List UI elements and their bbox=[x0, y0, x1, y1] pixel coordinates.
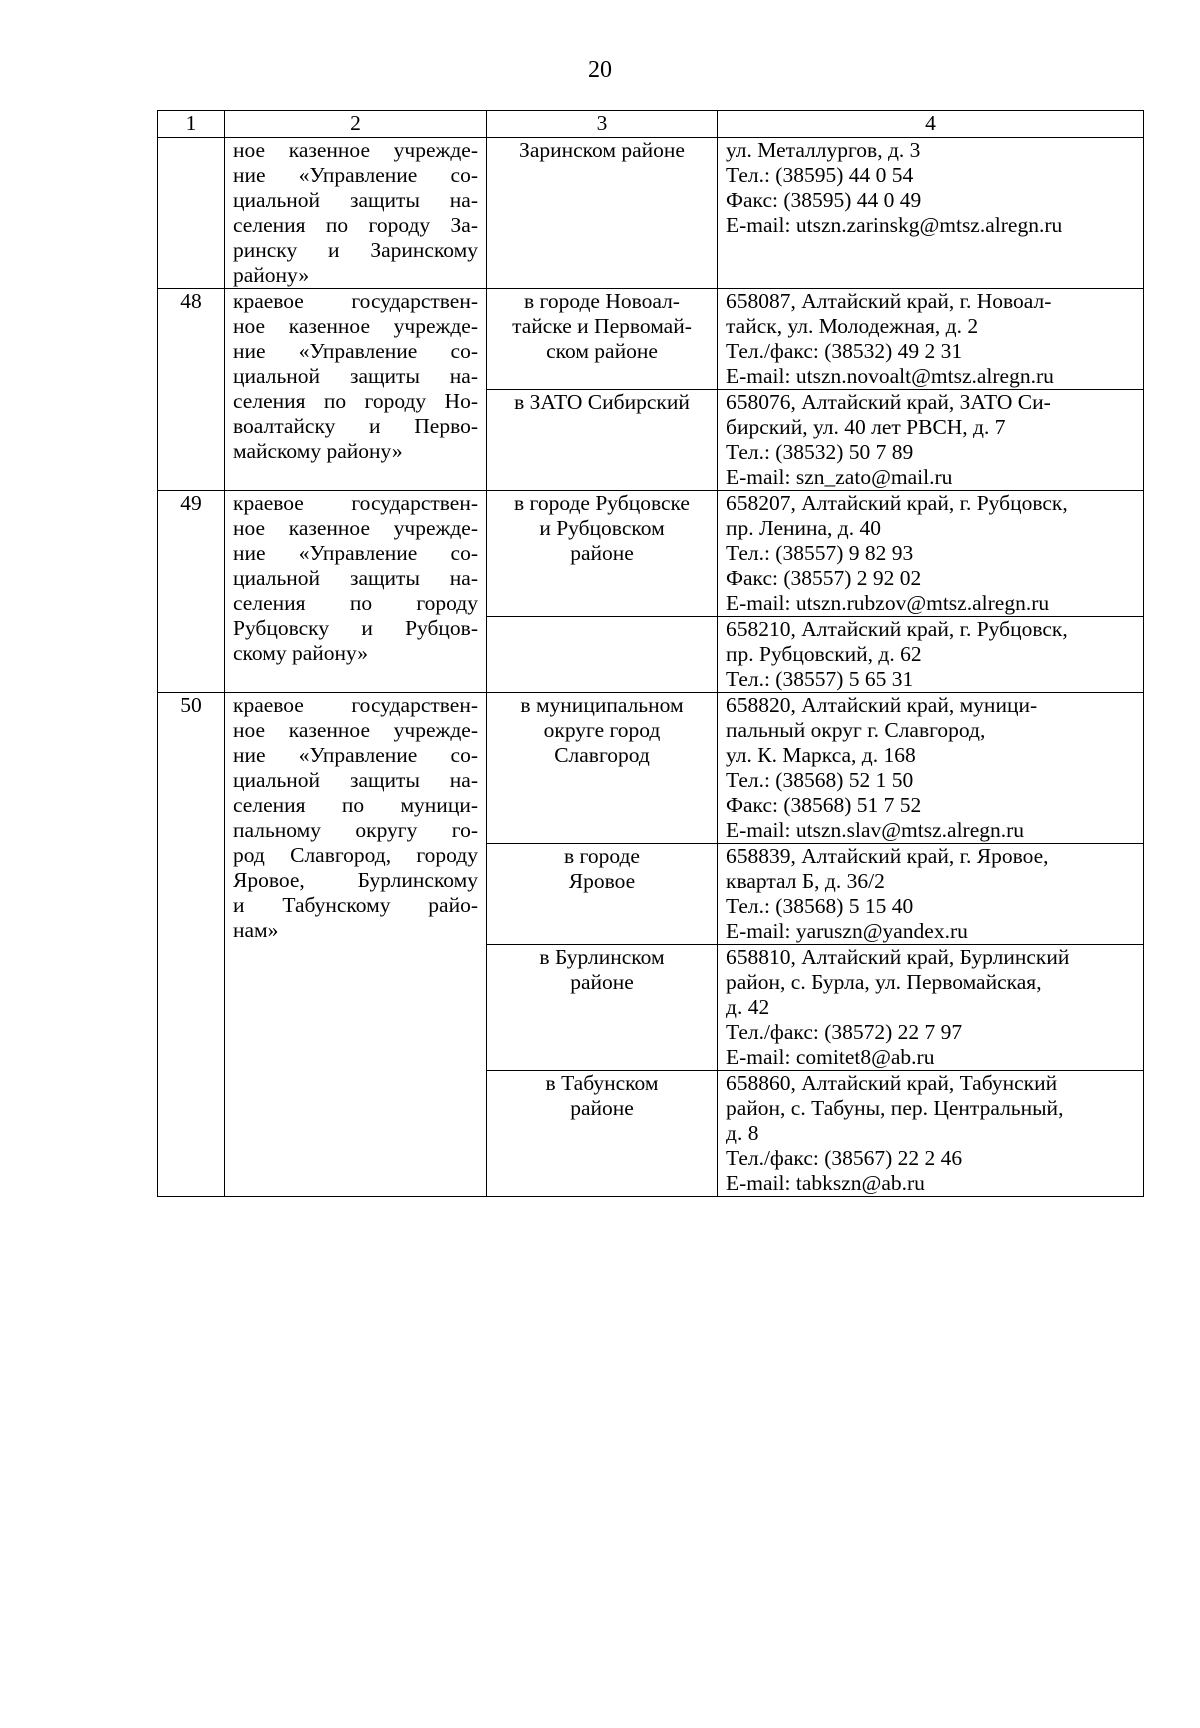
cell-line: циальной защиты на- bbox=[233, 566, 478, 590]
cell-line: ние «Управление со- bbox=[233, 541, 478, 565]
service-area-cell bbox=[487, 844, 718, 945]
organization-cell bbox=[225, 491, 487, 693]
cell-line: Тел./факс: (38567) 22 2 46 bbox=[726, 1146, 963, 1170]
cell-line: 658207, Алтайский край, г. Рубцовск, bbox=[726, 491, 1068, 515]
cell-line: Тел.: (38532) 50 7 89 bbox=[726, 440, 914, 464]
cell-line: майскому району» bbox=[233, 439, 403, 463]
service-area-cell bbox=[487, 289, 718, 390]
cell-line: ринску и Заринскому bbox=[233, 238, 478, 262]
cell-line: в городе Рубцовске bbox=[514, 491, 690, 515]
cell-line: Тел.: (38557) 5 65 31 bbox=[726, 667, 914, 691]
cell-line: районе bbox=[570, 1096, 634, 1120]
service-area-cell bbox=[487, 491, 718, 617]
cell-line: циальной защиты на- bbox=[233, 188, 478, 212]
cell-line: пр. Ленина, д. 40 bbox=[726, 516, 881, 540]
contact-cell bbox=[718, 390, 1144, 491]
row-number-cell: 50 bbox=[158, 693, 225, 1197]
organization-cell bbox=[225, 138, 487, 289]
service-area-cell bbox=[487, 1071, 718, 1197]
cell-line: E-mail: utszn.novoalt@mtsz.alregn.ru bbox=[726, 364, 1054, 388]
cell-line: тайск, ул. Молодежная, д. 2 bbox=[726, 314, 979, 338]
cell-line: в Табунском bbox=[545, 1071, 659, 1095]
cell-line: род Славгород, городу bbox=[233, 843, 478, 867]
cell-line: Яровое, Бурлинскому bbox=[233, 868, 478, 892]
cell-line: 658076, Алтайский край, ЗАТО Си- bbox=[726, 390, 1051, 414]
cell-line: Заринском районе bbox=[519, 138, 685, 162]
cell-line: в городе bbox=[564, 844, 640, 868]
cell-line: циальной защиты на- bbox=[233, 364, 478, 388]
cell-line: ное казенное учрежде- bbox=[233, 516, 478, 540]
cell-line: район, с. Бурла, ул. Первомайская, bbox=[726, 970, 1042, 994]
contact-cell bbox=[718, 491, 1144, 617]
cell-line: Тел.: (38595) 44 0 54 bbox=[726, 163, 914, 187]
service-area-cell bbox=[487, 945, 718, 1071]
cell-line: селения по городу За- bbox=[233, 213, 478, 237]
service-area-cell bbox=[487, 390, 718, 491]
cell-line: E-mail: utszn.rubzov@mtsz.alregn.ru bbox=[726, 591, 1050, 615]
table-row bbox=[158, 693, 1144, 844]
cell-line: квартал Б, д. 36/2 bbox=[726, 869, 885, 893]
cell-line: районе bbox=[570, 541, 634, 565]
cell-line: пальный округ г. Славгород, bbox=[726, 718, 986, 742]
cell-line: д. 42 bbox=[726, 995, 770, 1019]
cell-line: нам» bbox=[233, 918, 279, 942]
header-cell-3: 3 bbox=[487, 111, 718, 138]
cell-line: Яровое bbox=[568, 869, 636, 893]
cell-line: 658820, Алтайский край, муници- bbox=[726, 693, 1038, 717]
contact-cell bbox=[718, 138, 1144, 289]
table-row bbox=[158, 289, 1144, 390]
row-number-cell bbox=[158, 138, 225, 289]
cell-line: скому району» bbox=[233, 641, 369, 665]
service-area-cell bbox=[487, 138, 718, 289]
cell-line: Факс: (38595) 44 0 49 bbox=[726, 188, 922, 212]
cell-line: 658810, Алтайский край, Бурлинский bbox=[726, 945, 1070, 969]
organization-cell bbox=[225, 289, 487, 491]
cell-line: Факс: (38557) 2 92 02 bbox=[726, 566, 922, 590]
cell-line: д. 8 bbox=[726, 1121, 759, 1145]
contact-cell bbox=[718, 617, 1144, 693]
cell-line: районе bbox=[570, 970, 634, 994]
table-body bbox=[158, 111, 1144, 1197]
cell-line: в ЗАТО Сибирский bbox=[514, 390, 690, 414]
row-number-cell: 49 bbox=[158, 491, 225, 693]
cell-line: краевое государствен- bbox=[233, 491, 478, 515]
service-area-cell bbox=[487, 693, 718, 844]
contact-cell bbox=[718, 1071, 1144, 1197]
cell-line: и Табунскому райо- bbox=[233, 893, 478, 917]
cell-line: ние «Управление со- bbox=[233, 743, 478, 767]
cell-line: воалтайску и Перво- bbox=[233, 414, 478, 438]
cell-line: пальному округу го- bbox=[233, 818, 478, 842]
cell-line: тайске и Первомай- bbox=[512, 314, 692, 338]
cell-line: и Рубцовском bbox=[539, 516, 665, 540]
cell-line: в Бурлинском bbox=[539, 945, 665, 969]
contact-cell bbox=[718, 289, 1144, 390]
cell-line: E-mail: yaruszn@yandex.ru bbox=[726, 919, 968, 943]
header-cell-4: 4 bbox=[718, 111, 1144, 138]
cell-line: краевое государствен- bbox=[233, 693, 478, 717]
cell-line: ул. К. Маркса, д. 168 bbox=[726, 743, 916, 767]
contact-cell bbox=[718, 693, 1144, 844]
cell-line: району» bbox=[233, 263, 310, 287]
cell-line: Тел./факс: (38532) 49 2 31 bbox=[726, 339, 963, 363]
row-number-cell: 48 bbox=[158, 289, 225, 491]
cell-line: ное казенное учрежде- bbox=[233, 718, 478, 742]
cell-line: Тел.: (38557) 9 82 93 bbox=[726, 541, 914, 565]
institutions-table bbox=[157, 110, 1144, 1197]
cell-line: Славгород bbox=[554, 743, 650, 767]
contact-cell bbox=[718, 945, 1144, 1071]
cell-line: Тел.: (38568) 5 15 40 bbox=[726, 894, 914, 918]
cell-line: Тел.: (38568) 52 1 50 bbox=[726, 768, 914, 792]
cell-line: селения по городу bbox=[233, 591, 478, 615]
cell-line: ное казенное учрежде- bbox=[233, 138, 478, 162]
contact-cell bbox=[718, 844, 1144, 945]
cell-line: селения по муници- bbox=[233, 793, 478, 817]
cell-line: ное казенное учрежде- bbox=[233, 314, 478, 338]
cell-line: 658839, Алтайский край, г. Яровое, bbox=[726, 844, 1049, 868]
table-header-row bbox=[158, 111, 1144, 138]
cell-line: циальной защиты на- bbox=[233, 768, 478, 792]
cell-line: округе город bbox=[543, 718, 661, 742]
service-area-cell bbox=[487, 617, 718, 693]
cell-line: в муниципальном bbox=[520, 693, 684, 717]
table-row bbox=[158, 138, 1144, 289]
cell-line: E-mail: utszn.slav@mtsz.alregn.ru bbox=[726, 818, 1025, 842]
cell-line: пр. Рубцовский, д. 62 bbox=[726, 642, 922, 666]
cell-line: район, с. Табуны, пер. Центральный, bbox=[726, 1096, 1064, 1120]
cell-line: 658087, Алтайский край, г. Новоал- bbox=[726, 289, 1052, 313]
cell-line: Тел./факс: (38572) 22 7 97 bbox=[726, 1020, 963, 1044]
cell-line: E-mail: tabkszn@ab.ru bbox=[726, 1171, 925, 1195]
cell-line: ние «Управление со- bbox=[233, 163, 478, 187]
cell-line: Рубцовску и Рубцов- bbox=[233, 616, 478, 640]
cell-line: E-mail: szn_zato@mail.ru bbox=[726, 465, 953, 489]
cell-line: селения по городу Но- bbox=[233, 389, 478, 413]
cell-line: E-mail: utszn.zarinskg@mtsz.alregn.ru bbox=[726, 213, 1063, 237]
cell-line: бирский, ул. 40 лет РВСН, д. 7 bbox=[726, 415, 1006, 439]
cell-line: краевое государствен- bbox=[233, 289, 478, 313]
cell-line: 658860, Алтайский край, Табунский bbox=[726, 1071, 1058, 1095]
organization-cell bbox=[225, 693, 487, 1197]
cell-line: ние «Управление со- bbox=[233, 339, 478, 363]
cell-line: ском районе bbox=[546, 339, 658, 363]
cell-line: в городе Новоал- bbox=[524, 289, 680, 313]
header-cell-2: 2 bbox=[225, 111, 487, 138]
cell-line: Факс: (38568) 51 7 52 bbox=[726, 793, 922, 817]
table-row bbox=[158, 491, 1144, 617]
cell-line: 658210, Алтайский край, г. Рубцовск, bbox=[726, 617, 1068, 641]
cell-line: E-mail: comitet8@ab.ru bbox=[726, 1045, 935, 1069]
page-number: 20 bbox=[588, 57, 612, 83]
header-cell-1: 1 bbox=[158, 111, 225, 138]
cell-line: ул. Металлургов, д. 3 bbox=[726, 138, 921, 162]
